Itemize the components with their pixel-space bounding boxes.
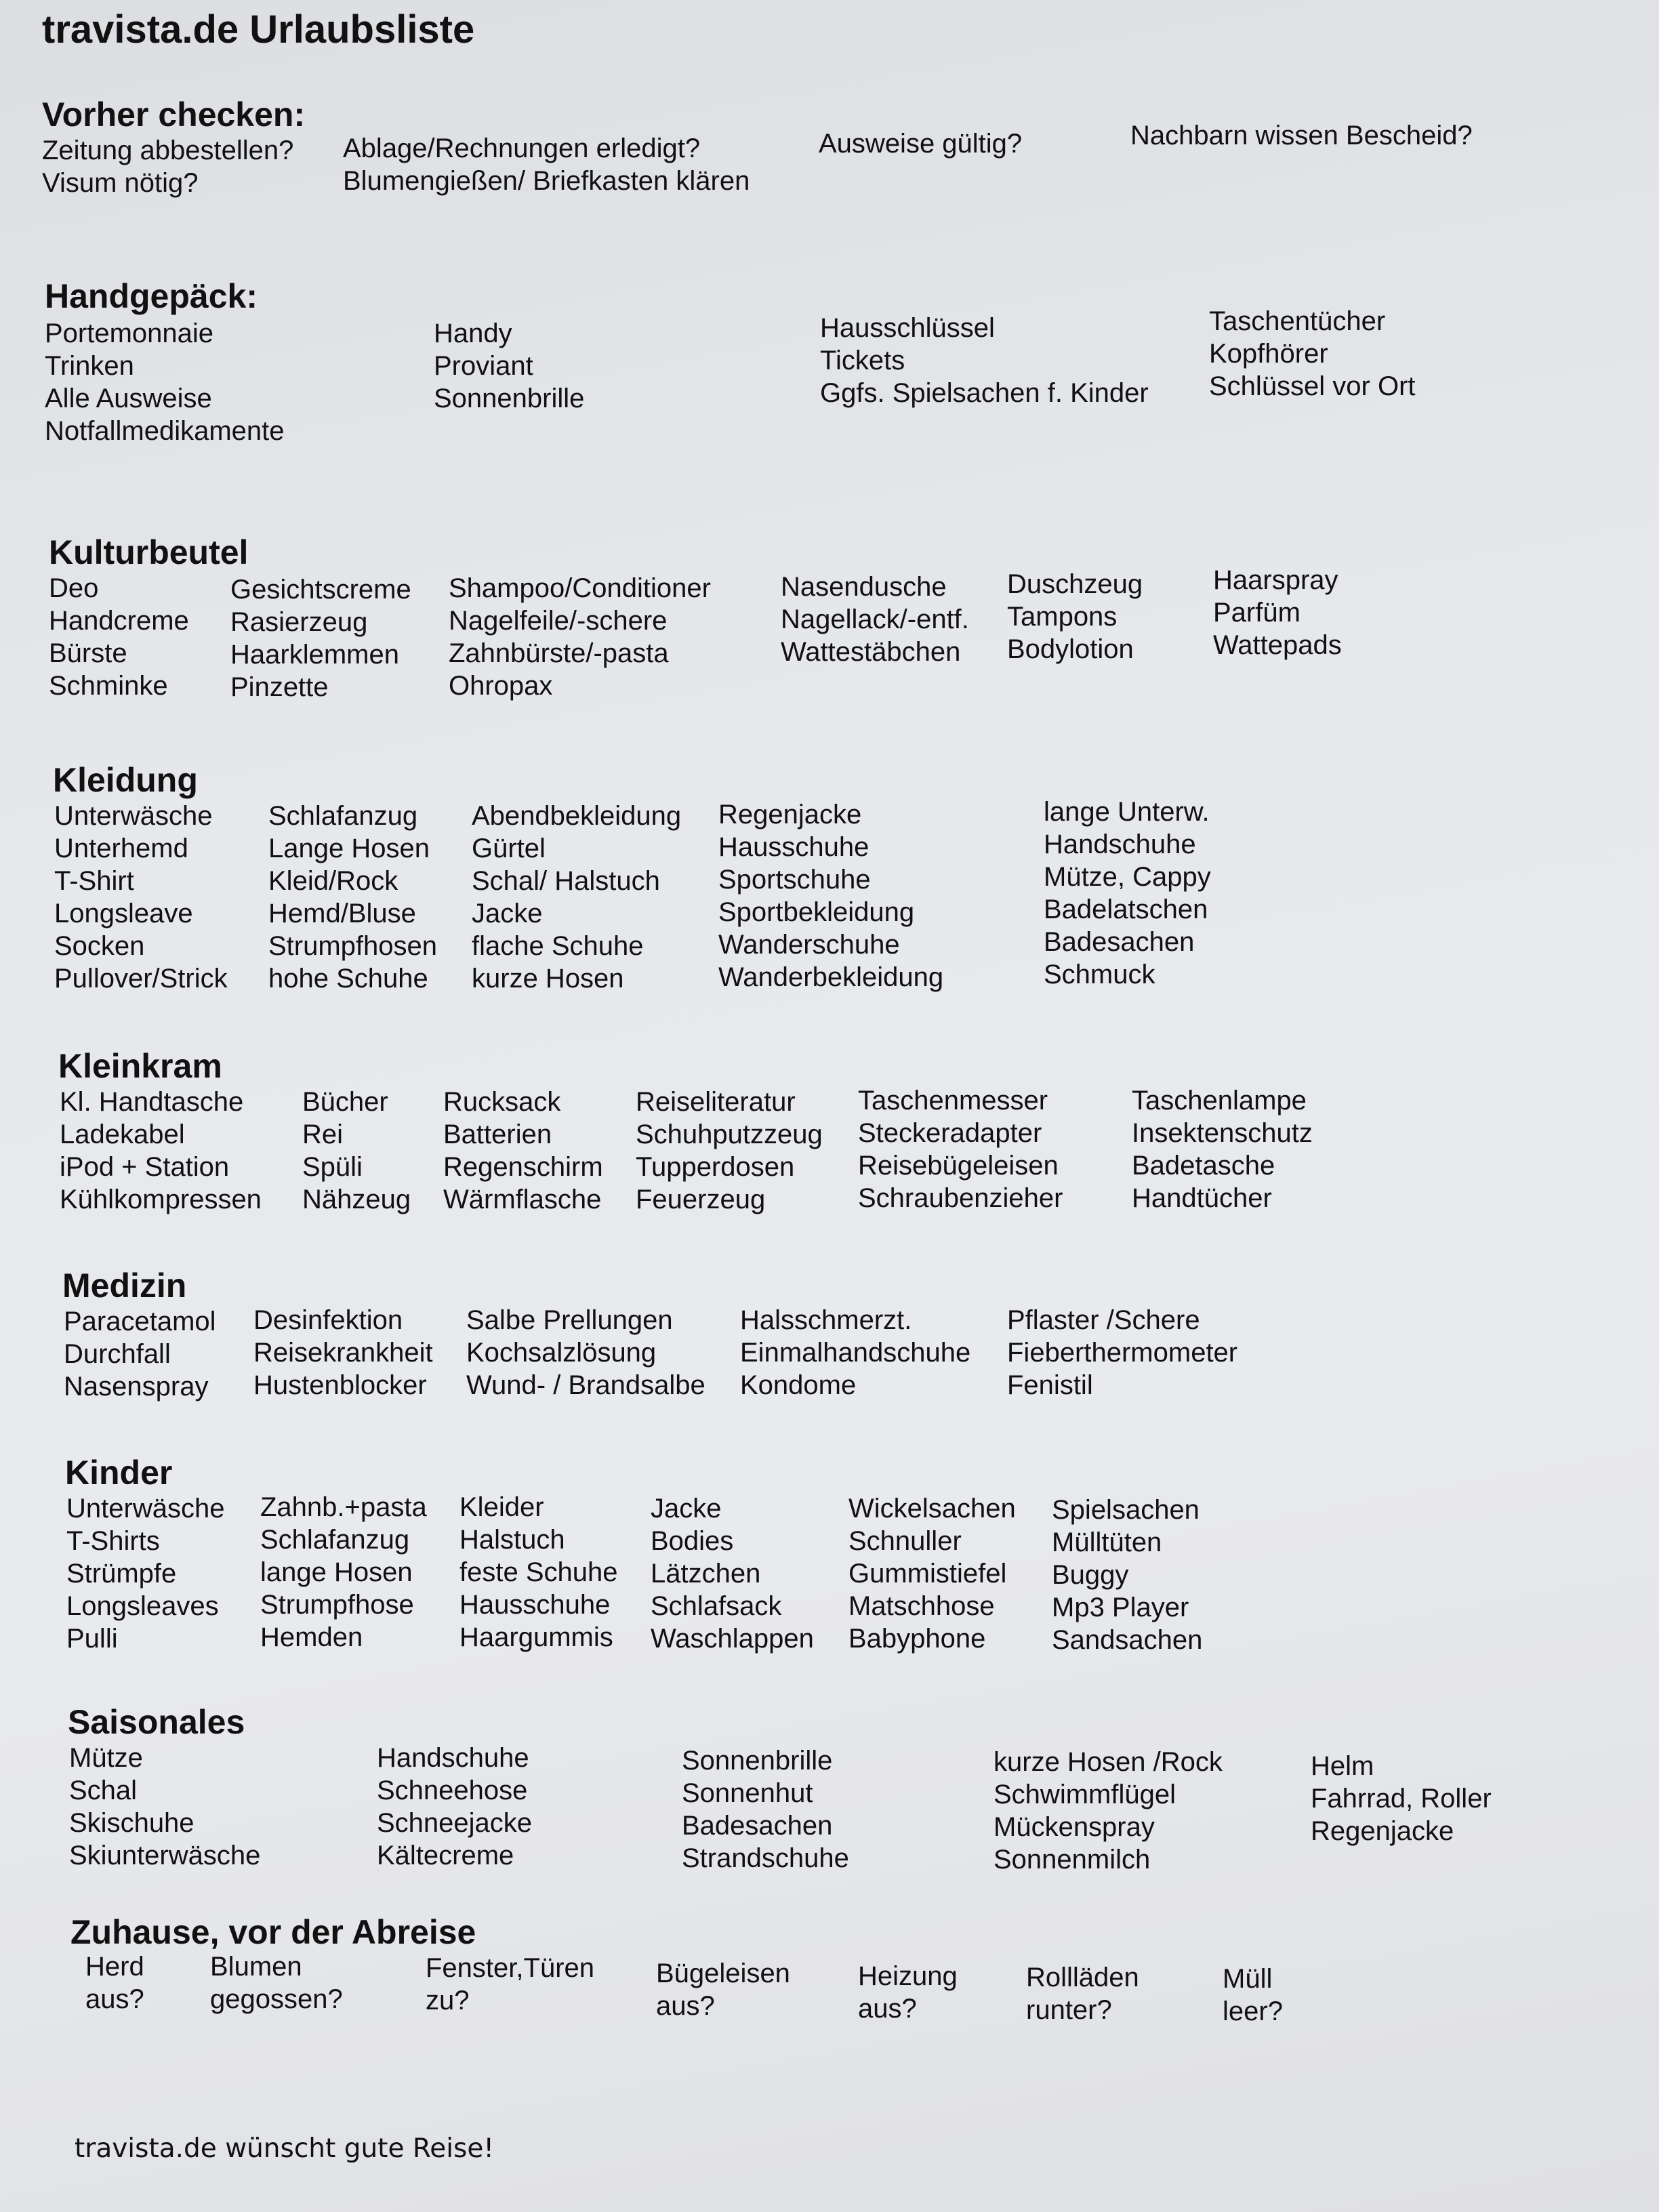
list-item: Schlafanzug xyxy=(260,1525,410,1555)
list-item: Kondome xyxy=(740,1370,857,1400)
list-item: Spüli xyxy=(302,1152,363,1182)
list-item: Handschuhe xyxy=(377,1743,529,1773)
list-item: kurze Hosen /Rock xyxy=(994,1747,1223,1777)
list-item: Handtücher xyxy=(1132,1183,1272,1213)
list-item: Abendbekleidung xyxy=(472,801,682,831)
list-item: Sonnenhut xyxy=(682,1778,813,1808)
list-item: Strumpfhosen xyxy=(268,931,438,961)
list-item: Skiunterwäsche xyxy=(69,1841,261,1870)
list-item: Jacke xyxy=(651,1494,722,1523)
list-item: Jacke xyxy=(472,899,543,928)
list-item: Hemden xyxy=(260,1622,363,1652)
list-item: Handy xyxy=(434,319,512,348)
list-item: Bücher xyxy=(302,1087,388,1117)
handgepaeck-column-2 xyxy=(434,317,584,415)
list-item: Portemonnaie xyxy=(45,319,214,348)
list-item: leer? xyxy=(1223,1996,1283,2026)
kleinkram-column-4 xyxy=(636,1086,823,1216)
list-item: Tampons xyxy=(1007,602,1118,632)
kleinkram-column-3 xyxy=(443,1086,603,1216)
list-item: Blumen xyxy=(210,1952,302,1982)
section-heading-handgepaeck: Handgepäck: xyxy=(45,277,258,315)
list-item: Mückenspray xyxy=(994,1812,1155,1842)
list-item: Spielsachen xyxy=(1052,1495,1200,1525)
list-item: Reisekrankheit xyxy=(253,1338,433,1368)
list-item: runter? xyxy=(1026,1995,1112,2025)
list-item: aus? xyxy=(85,1984,144,2014)
medizin-column-1 xyxy=(64,1305,216,1403)
list-item: Shampoo/Conditioner xyxy=(449,573,711,603)
list-item: Pinzette xyxy=(230,672,329,702)
list-item: Schlüssel vor Ort xyxy=(1209,371,1416,401)
vorher-column-2 xyxy=(343,132,750,197)
zuhause-column-3 xyxy=(426,1952,594,2017)
list-item: Pulli xyxy=(66,1624,118,1654)
list-item: Sportbekleidung xyxy=(718,897,915,927)
list-item: Nagelfeile/-schere xyxy=(449,606,668,636)
list-item: zu? xyxy=(426,1986,470,2015)
list-item: Helm xyxy=(1311,1751,1374,1781)
section-heading-saisonales: Saisonales xyxy=(68,1703,245,1741)
list-item: Haarklemmen xyxy=(230,640,399,670)
list-item: lange Unterw. xyxy=(1044,797,1210,827)
list-item: Kühlkompressen xyxy=(60,1185,262,1214)
list-item: Feuerzeug xyxy=(636,1185,766,1214)
list-item: Babyphone xyxy=(848,1624,986,1654)
list-item: Hustenblocker xyxy=(253,1370,427,1400)
list-item: Longsleave xyxy=(54,899,193,928)
list-item: Badesachen xyxy=(682,1811,833,1841)
list-item: Notfallmedikamente xyxy=(45,416,285,446)
list-item: Schminke xyxy=(49,671,168,701)
list-item: iPod + Station xyxy=(60,1152,230,1182)
list-item: Halsschmerzt. xyxy=(740,1305,912,1335)
list-item: Schal/ Halstuch xyxy=(472,866,660,896)
medizin-column-2 xyxy=(253,1304,433,1401)
kulturbeutel-column-2 xyxy=(230,573,411,703)
medizin-column-3 xyxy=(466,1304,705,1401)
list-item: Zeitung abbestellen? xyxy=(42,136,294,165)
list-item: Sportschuhe xyxy=(718,865,871,895)
section-heading-vorher: Vorher checken: xyxy=(42,96,306,134)
list-item: Duschzeug xyxy=(1007,569,1143,599)
list-item: Rasierzeug xyxy=(230,607,368,637)
list-item: Trinken xyxy=(45,351,134,381)
list-item: Fenster,Türen xyxy=(426,1953,595,1983)
list-item: lange Hosen xyxy=(260,1557,413,1587)
list-item: hohe Schuhe xyxy=(268,964,428,994)
list-item: Durchfall xyxy=(64,1339,171,1369)
list-item: Schneehose xyxy=(377,1776,528,1805)
list-item: Sonnenbrille xyxy=(682,1746,833,1776)
list-item: Sonnenbrille xyxy=(434,384,585,413)
list-item: Socken xyxy=(54,931,145,961)
medizin-column-5 xyxy=(1007,1304,1237,1401)
list-item: Wanderbekleidung xyxy=(718,962,944,992)
kinder-column-4 xyxy=(651,1492,814,1655)
list-item: Halstuch xyxy=(459,1525,565,1555)
list-item: Taschentücher xyxy=(1209,306,1386,336)
kleidung-column-2 xyxy=(268,800,437,995)
list-item: Einmalhandschuhe xyxy=(740,1338,971,1368)
list-item: Hausschuhe xyxy=(459,1590,611,1620)
list-item: Herd xyxy=(85,1952,144,1982)
kleinkram-column-1 xyxy=(60,1086,262,1216)
list-item: gegossen? xyxy=(210,1984,343,2014)
list-item: Batterien xyxy=(443,1120,552,1149)
list-item: T-Shirt xyxy=(54,866,134,896)
list-item: Visum nötig? xyxy=(42,168,199,198)
list-item: Longsleaves xyxy=(66,1591,219,1621)
saisonales-column-2 xyxy=(377,1742,532,1872)
list-item: Regenschirm xyxy=(443,1152,603,1182)
list-item: Nasendusche xyxy=(781,572,947,602)
list-item: Strumpfhose xyxy=(260,1590,414,1620)
list-item: Haarspray xyxy=(1213,565,1338,595)
list-item: Nagellack/-entf. xyxy=(781,605,969,634)
list-item: Proviant xyxy=(434,351,533,381)
list-item: Bodylotion xyxy=(1007,634,1134,664)
saisonales-column-5 xyxy=(1311,1750,1492,1847)
list-item: Badesachen xyxy=(1044,927,1195,957)
list-item: Fahrrad, Roller xyxy=(1311,1784,1492,1814)
list-item: Gummistiefel xyxy=(848,1559,1007,1589)
list-item: Skischuhe xyxy=(69,1808,194,1838)
list-item: Kl. Handtasche xyxy=(60,1087,244,1117)
section-heading-kulturbeutel: Kulturbeutel xyxy=(49,533,249,571)
list-item: Unterhemd xyxy=(54,834,188,863)
list-item: Regenjacke xyxy=(718,800,862,830)
saisonales-column-3 xyxy=(682,1744,849,1875)
list-item: Ohropax xyxy=(449,671,553,701)
list-item: Hausschuhe xyxy=(718,832,869,862)
list-item: Rollläden xyxy=(1026,1963,1139,1992)
list-item: feste Schuhe xyxy=(459,1557,618,1587)
list-item: Schmuck xyxy=(1044,960,1155,989)
list-item: Pullover/Strick xyxy=(54,964,228,994)
kulturbeutel-column-1 xyxy=(49,572,189,702)
list-item: aus? xyxy=(656,1991,715,2021)
list-item: Rei xyxy=(302,1120,344,1149)
list-item: Zahnb.+pasta xyxy=(260,1492,427,1522)
list-item: Müll xyxy=(1223,1964,1273,1994)
list-item: Wund- / Brandsalbe xyxy=(466,1370,705,1400)
list-item: Schuhputzzeug xyxy=(636,1120,823,1149)
list-item: Wattepads xyxy=(1213,630,1342,660)
kinder-column-1 xyxy=(66,1492,224,1655)
list-item: Nasenspray xyxy=(64,1372,209,1401)
kulturbeutel-column-5 xyxy=(1007,568,1143,665)
list-item: Ladekabel xyxy=(60,1120,185,1149)
list-item: Matschhose xyxy=(848,1591,995,1621)
list-item: Sandsachen xyxy=(1052,1625,1203,1655)
list-item: Mp3 Player xyxy=(1052,1593,1189,1622)
list-item: Reiseliteratur xyxy=(636,1087,796,1117)
kulturbeutel-column-6 xyxy=(1213,564,1342,661)
list-item: Reisebügeleisen xyxy=(858,1151,1059,1181)
list-item: Alle Ausweise xyxy=(45,384,212,413)
list-item: Nähzeug xyxy=(302,1185,411,1214)
list-item: Zahnbürste/-pasta xyxy=(449,638,669,668)
list-item: Gesichtscreme xyxy=(230,575,411,605)
list-item: Handschuhe xyxy=(1044,830,1196,859)
list-item: T-Shirts xyxy=(66,1526,160,1556)
list-item: Tupperdosen xyxy=(636,1152,795,1182)
list-item: aus? xyxy=(858,1994,917,2024)
list-item: Strümpfe xyxy=(66,1559,177,1589)
section-heading-zuhause: Zuhause, vor der Abreise xyxy=(70,1913,476,1951)
list-item: Lätzchen xyxy=(651,1559,761,1589)
handgepaeck-column-3 xyxy=(820,312,1149,409)
kulturbeutel-column-4 xyxy=(781,571,969,668)
list-item: Desinfektion xyxy=(253,1305,403,1335)
zuhause-column-7 xyxy=(1223,1963,1283,2028)
list-item: Fenistil xyxy=(1007,1370,1093,1400)
list-item: Buggy xyxy=(1052,1560,1129,1590)
kleinkram-column-6 xyxy=(1132,1084,1313,1214)
list-item: Badelatschen xyxy=(1044,895,1208,924)
list-item: Kältecreme xyxy=(377,1841,514,1870)
kleinkram-column-5 xyxy=(858,1084,1063,1214)
list-item: Kleid/Rock xyxy=(268,866,398,896)
list-item: Gürtel xyxy=(472,834,546,863)
list-item: Ggfs. Spielsachen f. Kinder xyxy=(820,378,1149,408)
section-heading-kleidung: Kleidung xyxy=(53,761,198,799)
list-item: Steckeradapter xyxy=(858,1118,1042,1148)
list-item: Mülltüten xyxy=(1052,1528,1162,1557)
list-item: Hemd/Bluse xyxy=(268,899,416,928)
handgepaeck-column-1 xyxy=(45,317,285,447)
list-item: Wanderschuhe xyxy=(718,930,900,960)
section-heading-kleinkram: Kleinkram xyxy=(58,1047,222,1085)
list-item: flache Schuhe xyxy=(472,931,644,961)
page-title: travista.de Urlaubsliste xyxy=(42,7,475,52)
list-item: Wattestäbchen xyxy=(781,637,961,667)
list-item: Schwimmflügel xyxy=(994,1780,1176,1809)
list-item: Insektenschutz xyxy=(1132,1118,1313,1148)
zuhause-column-1 xyxy=(85,1950,144,2015)
list-item: Heizung xyxy=(858,1961,958,1991)
zuhause-column-6 xyxy=(1026,1961,1139,2026)
list-item: Schal xyxy=(69,1776,138,1805)
saisonales-column-4 xyxy=(994,1746,1223,1876)
vorher-column-4 xyxy=(1130,119,1473,152)
list-item: Blumengießen/ Briefkasten klären xyxy=(343,166,750,196)
list-item: Kopfhörer xyxy=(1209,339,1328,369)
list-item: kurze Hosen xyxy=(472,964,624,994)
section-heading-medizin: Medizin xyxy=(62,1267,187,1305)
list-item: Haargummis xyxy=(459,1622,613,1652)
kleidung-column-5 xyxy=(1044,796,1211,991)
handgepaeck-column-4 xyxy=(1209,305,1416,403)
kinder-column-5 xyxy=(848,1492,1016,1655)
list-item: Unterwäsche xyxy=(66,1494,225,1523)
list-item: Handcreme xyxy=(49,606,189,636)
vorher-column-3 xyxy=(819,127,1022,160)
list-item: Schnuller xyxy=(848,1526,962,1556)
zuhause-column-5 xyxy=(858,1960,958,2025)
section-heading-kinder: Kinder xyxy=(65,1454,173,1492)
list-item: Schlafsack xyxy=(651,1591,782,1621)
list-item: Parfüm xyxy=(1213,598,1300,628)
medizin-column-4 xyxy=(740,1304,970,1401)
list-item: Paracetamol xyxy=(64,1307,216,1336)
list-item: Taschenmesser xyxy=(858,1086,1048,1115)
list-item: Mütze, Cappy xyxy=(1044,862,1211,892)
list-item: Schneejacke xyxy=(377,1808,533,1838)
list-item: Ablage/Rechnungen erledigt? xyxy=(343,134,701,163)
list-item: Badetasche xyxy=(1132,1151,1275,1181)
list-item: Lange Hosen xyxy=(268,834,430,863)
zuhause-column-4 xyxy=(656,1957,790,2022)
list-item: Rucksack xyxy=(443,1087,561,1117)
list-item: Strandschuhe xyxy=(682,1843,849,1873)
kinder-column-3 xyxy=(459,1491,618,1654)
kleinkram-column-2 xyxy=(302,1086,411,1216)
list-item: Taschenlampe xyxy=(1132,1086,1307,1115)
kinder-column-6 xyxy=(1052,1494,1202,1656)
list-item: Regenjacke xyxy=(1311,1816,1454,1846)
list-item: Kochsalzlösung xyxy=(466,1338,657,1368)
zuhause-column-2 xyxy=(210,1950,343,2015)
list-item: Deo xyxy=(49,573,99,603)
list-item: Waschlappen xyxy=(651,1624,814,1654)
list-item: Bürste xyxy=(49,638,127,668)
list-item: Wärmflasche xyxy=(443,1185,602,1214)
vorher-column-1 xyxy=(42,134,293,199)
list-item: Nachbarn wissen Bescheid? xyxy=(1130,121,1473,150)
list-item: Schlafanzug xyxy=(268,801,418,831)
list-item: Ausweise gültig? xyxy=(819,129,1023,159)
list-item: Unterwäsche xyxy=(54,801,213,831)
list-item: Wickelsachen xyxy=(848,1494,1016,1523)
list-item: Schraubenzieher xyxy=(858,1183,1063,1213)
list-item: Bodies xyxy=(651,1526,734,1556)
kleidung-column-1 xyxy=(54,800,228,995)
kinder-column-2 xyxy=(260,1491,427,1654)
list-item: Bügeleisen xyxy=(656,1959,790,1988)
list-item: Pflaster /Schere xyxy=(1007,1305,1200,1335)
kulturbeutel-column-3 xyxy=(449,572,711,702)
list-item: Mütze xyxy=(69,1743,143,1773)
list-item: Kleider xyxy=(459,1492,544,1522)
list-item: Fieberthermometer xyxy=(1007,1338,1238,1368)
list-item: Tickets xyxy=(820,346,905,375)
footer-greeting: travista.de wünscht gute Reise! xyxy=(75,2133,494,2164)
list-item: Hausschlüssel xyxy=(820,313,995,343)
list-item: Salbe Prellungen xyxy=(466,1305,673,1335)
saisonales-column-1 xyxy=(69,1742,260,1872)
list-item: Sonnenmilch xyxy=(994,1845,1151,1875)
kleidung-column-4 xyxy=(718,798,943,994)
kleidung-column-3 xyxy=(472,800,681,995)
